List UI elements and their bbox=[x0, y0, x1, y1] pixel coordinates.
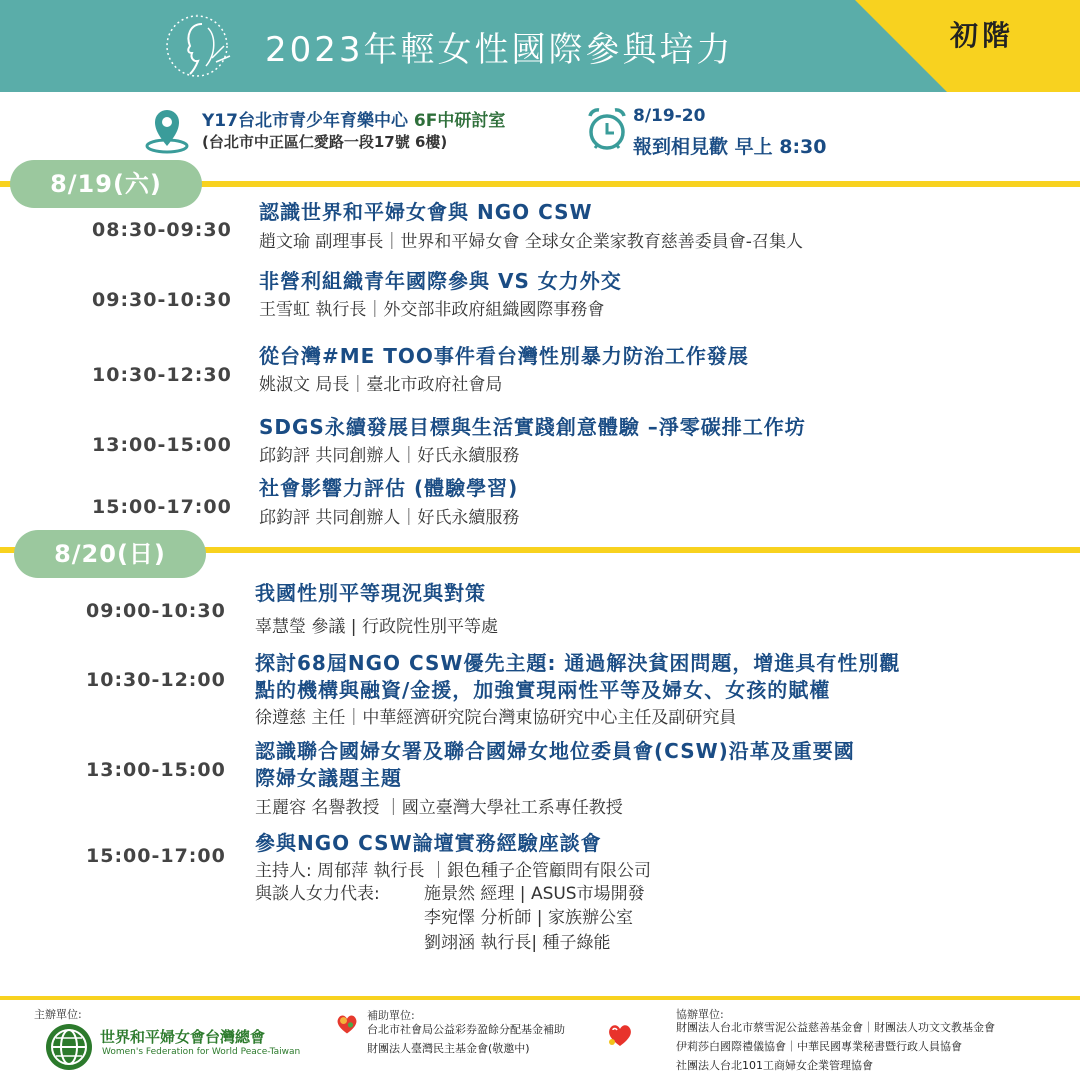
event-dates: 8/19-20 bbox=[633, 106, 706, 126]
organizer-label: 主辦單位: bbox=[34, 1008, 82, 1021]
venue-address: (台北市中正區仁愛路一段17號 6樓) bbox=[202, 133, 448, 151]
location-pin-icon bbox=[145, 106, 189, 154]
session-title: 從台灣#ME TOO事件看台灣性別暴力防治工作發展 bbox=[259, 344, 749, 368]
session-time: 09:00-10:30 bbox=[86, 600, 226, 622]
svg-text:·: · bbox=[196, 12, 198, 18]
assist-label: 補助單位: bbox=[367, 1009, 415, 1022]
session-time: 13:00-15:00 bbox=[86, 759, 226, 781]
page-title: 2023年輕女性國際參與培力 bbox=[265, 30, 734, 70]
session-panelist: 劉翊涵 執行長| 種子綠能 bbox=[424, 933, 611, 953]
session-title: 我國性別平等現況與對策 bbox=[255, 581, 486, 605]
session-host: 主持人: 周郁萍 執行長 ｜銀色種子企管顧問有限公司 bbox=[255, 861, 651, 881]
session-time: 08:30-09:30 bbox=[92, 219, 232, 241]
session-panelist: 施景然 經理 | ASUS市場開發 bbox=[424, 884, 645, 904]
woman-profile-logo bbox=[150, 6, 245, 86]
heart-icon bbox=[604, 1020, 636, 1050]
session-speaker: 趙文瑜 副理事長｜世界和平婦女會 全球女企業家教育慈善委員會-召集人 bbox=[259, 232, 803, 252]
session-time: 15:00-17:00 bbox=[86, 845, 226, 867]
organizer-name-en: Women's Federation for World Peace-Taiwan bbox=[102, 1047, 301, 1057]
co-organizer-line: 伊莉莎白國際禮儀協會｜中華民國專業秘書暨行政人員協會 bbox=[676, 1040, 962, 1053]
session-title: 社會影響力評估 (體驗學習) bbox=[259, 476, 519, 500]
session-speaker: 姚淑文 局長｜臺北市政府社會局 bbox=[259, 375, 503, 395]
session-time: 10:30-12:30 bbox=[92, 364, 232, 386]
session-title-line2: 際婦女議題主題 bbox=[255, 766, 402, 790]
session-title: 認識聯合國婦女署及聯合國婦女地位委員會(CSW)沿革及重要國 bbox=[255, 739, 855, 763]
session-title: 參與NGO CSW論壇實務經驗座談會 bbox=[255, 831, 602, 855]
session-speaker: 辜慧瑩 參議 | 行政院性別平等處 bbox=[255, 617, 498, 637]
organizer-name: 世界和平婦女會台灣總會 bbox=[100, 1028, 266, 1046]
session-title: SDGS永續發展目標與生活實踐創意體驗 –淨零碳排工作坊 bbox=[259, 415, 806, 439]
day1-label: 8/19(六) bbox=[10, 160, 202, 208]
session-panel-label: 與談人女力代表: bbox=[255, 884, 380, 904]
session-title: 非營利組織青年國際參與 VS 女力外交 bbox=[259, 269, 622, 293]
session-panelist: 李宛懌 分析師 | 家族辦公室 bbox=[424, 908, 633, 928]
level-badge-label: 初階 bbox=[950, 19, 1015, 52]
globe-emblem-icon bbox=[44, 1022, 94, 1072]
venue-room: 6F中研討室 bbox=[413, 111, 506, 131]
session-speaker: 徐遵慈 主任｜中華經濟研究院台灣東協研究中心主任及副研究員 bbox=[255, 708, 737, 728]
session-speaker: 邱鈞評 共同創辦人｜好氏永續服務 bbox=[259, 446, 520, 466]
session-time: 09:30-10:30 bbox=[92, 289, 232, 311]
header-banner bbox=[0, 0, 1080, 92]
co-organizer-label: 協辦單位: bbox=[676, 1008, 724, 1021]
session-time: 15:00-17:00 bbox=[92, 496, 232, 518]
session-speaker: 邱鈞評 共同創辦人｜好氏永續服務 bbox=[259, 508, 520, 528]
co-organizer-line: 社團法人台北101工商婦女企業管理協會 bbox=[676, 1059, 873, 1072]
venue-main: Y17台北市青少年育樂中心 bbox=[202, 111, 414, 131]
assist-line: 台北市社會局公益彩券盈餘分配基金補助 bbox=[367, 1023, 565, 1036]
venue-name bbox=[202, 106, 505, 131]
day2-label: 8/20(日) bbox=[14, 530, 206, 578]
session-title-line2: 點的機構與融資/金援，加強實現兩性平等及婦女、女孩的賦權 bbox=[255, 678, 831, 702]
level-badge bbox=[855, 0, 1080, 92]
session-speaker: 王雪虹 執行長｜外交部非政府組織國際事務會 bbox=[259, 300, 605, 320]
session-time: 13:00-15:00 bbox=[92, 434, 232, 456]
session-time: 10:30-12:00 bbox=[86, 669, 226, 691]
footer-divider bbox=[0, 996, 1080, 1000]
session-title: 認識世界和平婦女會與 NGO CSW bbox=[259, 200, 593, 224]
assist-line: 財團法人臺灣民主基金會(敬邀中) bbox=[367, 1042, 530, 1055]
heart-icon bbox=[334, 1011, 360, 1037]
checkin-time: 報到相見歡 早上 8:30 bbox=[633, 136, 827, 158]
co-organizer-line: 財團法人台北市蔡雪泥公益慈善基金會｜財團法人功文文教基金會 bbox=[676, 1021, 995, 1034]
session-title: 探討68屆NGO CSW優先主題: 通過解決貧困問題，增進具有性別觀 bbox=[255, 651, 901, 675]
alarm-clock-icon bbox=[586, 106, 628, 152]
session-speaker: 王麗容 名譽教授 ｜國立臺灣大學社工系專任教授 bbox=[255, 798, 623, 818]
